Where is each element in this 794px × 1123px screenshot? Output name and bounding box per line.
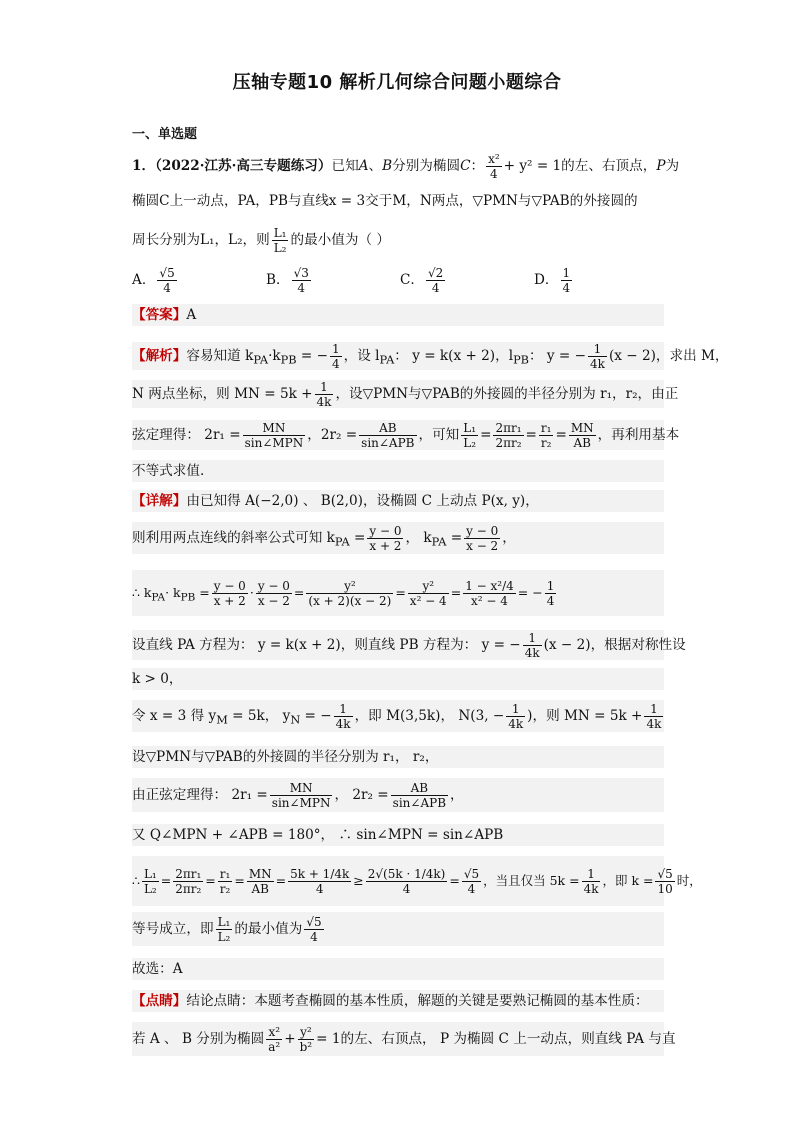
fraction-numerator: y − 0 — [213, 579, 246, 593]
comment-text: 若 A 、 B 分别为椭圆 — [132, 1031, 265, 1047]
detail-text: ，当且仅当 5k = — [483, 873, 580, 888]
question-text: 、 — [368, 158, 383, 174]
detail-line-4 — [132, 630, 686, 660]
fraction-denominator: 4 — [310, 930, 318, 944]
fraction-numerator: L₁ — [273, 226, 287, 240]
fraction-numerator: MN — [270, 781, 333, 796]
question-text: A — [358, 158, 369, 174]
option-d[interactable] — [534, 266, 668, 295]
fraction-denominator: r₂ — [540, 436, 552, 450]
subscript: PA — [151, 591, 166, 604]
analysis-tag: 【解析】 — [132, 348, 187, 364]
analysis-text: ，设▽PMN与▽PAB的外接圆的半径分别为 r₁，r₂，由正 — [335, 386, 679, 402]
fraction-numerator: 1 — [334, 702, 353, 717]
fraction-denominator: 4k — [335, 717, 351, 731]
subscript: PB — [513, 352, 530, 367]
detail-line-11 — [132, 912, 664, 946]
detail-line-6 — [132, 700, 664, 732]
detail-text: · — [249, 585, 254, 600]
fraction-denominator: 4k — [646, 717, 662, 731]
analysis-text: = − — [296, 348, 329, 364]
answer-line — [132, 304, 664, 326]
fraction-numerator: 1 — [315, 380, 334, 395]
option-label: D． — [534, 272, 559, 288]
fraction-numerator: x² — [266, 1025, 282, 1040]
analysis-line-2 — [132, 380, 679, 409]
fraction-denominator: x² − 4 — [409, 594, 447, 608]
fraction-denominator: 4k — [508, 717, 524, 731]
fraction-numerator: 5k + 1/4k — [290, 867, 350, 881]
question-source: （2022·江苏·高三专题练习） — [155, 158, 332, 174]
detail-text: = 5k， y — [227, 708, 291, 724]
comment-text: 结论点睛：本题考查椭圆的基本性质，解题的关键是要熟记椭圆的基本性质： — [186, 993, 649, 1009]
fraction-denominator: 4 — [467, 882, 476, 896]
comment-tag: 【点睛】 — [132, 993, 187, 1009]
detail-text: 则利用两点连线的斜率公式可知 k — [132, 530, 335, 546]
detail-text: ，即 k = — [602, 873, 654, 888]
detail-text: = — [449, 873, 460, 888]
fraction-denominator: sin∠APB — [392, 796, 447, 810]
detail-line-3 — [132, 570, 664, 616]
comment-line-1 — [132, 990, 664, 1012]
comment-text: = 1的左、右顶点， P 为椭圆 C 上一动点，则直线 PA 与直 — [316, 1031, 676, 1047]
fraction-denominator: AB — [573, 436, 591, 450]
fraction-denominator: L₂ — [217, 930, 231, 944]
detail-tag: 【详解】 — [132, 493, 187, 509]
fraction-denominator: L₂ — [273, 241, 287, 255]
analysis-text: ·k — [268, 348, 281, 364]
fraction-numerator: 1 — [506, 702, 525, 717]
question-text: C — [460, 158, 471, 174]
detail-text: = — [205, 873, 216, 888]
fraction-denominator: sin∠MPN — [271, 796, 331, 810]
fraction-denominator: L₂ — [463, 436, 477, 450]
option-a[interactable] — [132, 266, 266, 295]
fraction-denominator: 4 — [490, 167, 498, 181]
detail-text: ∴ — [132, 873, 140, 888]
analysis-line-3 — [132, 420, 680, 450]
fraction-denominator: 4 — [546, 594, 555, 608]
fraction-denominator: L₂ — [143, 882, 157, 896]
fraction-numerator: r₁ — [219, 867, 231, 881]
detail-text: ， — [450, 787, 464, 803]
question-line-1 — [132, 152, 680, 181]
detail-text: = − — [300, 708, 332, 724]
analysis-text: ，2r₂ = — [307, 427, 358, 443]
fraction-numerator: 1 − x²/4 — [465, 579, 514, 593]
fraction-numerator: L₁ — [143, 867, 157, 881]
fraction-numerator: √5 — [657, 867, 673, 881]
fraction-denominator: x + 2 — [369, 539, 402, 553]
detail-text: = — [446, 530, 463, 546]
analysis-text: = — [555, 427, 567, 443]
fraction-denominator: x² − 4 — [471, 594, 508, 608]
fraction-numerator: MN — [570, 421, 594, 435]
detail-text: ， 2r₂ = — [334, 787, 389, 803]
fraction-denominator: 4k — [524, 646, 540, 660]
fraction-denominator: 4 — [431, 281, 440, 295]
fraction-numerator: 1 — [582, 867, 601, 882]
analysis-text: = — [480, 427, 492, 443]
question-text: 分别为椭圆 — [392, 158, 461, 174]
fraction-numerator: MN — [248, 867, 272, 881]
subscript: PB — [180, 591, 196, 604]
detail-line-7: 设▽PMN与▽PAB的外接圆的半径分别为 r₁， r₂， — [132, 746, 664, 768]
fraction-denominator: 4 — [163, 281, 171, 295]
detail-text: 令 x = 3 得 y — [132, 708, 217, 724]
subscript: PA — [431, 534, 447, 549]
fraction-numerator: x² — [488, 152, 500, 166]
subscript: PA — [379, 352, 395, 367]
question-text: 已知 — [331, 158, 359, 174]
fraction-denominator: 2πr₂ — [495, 436, 522, 450]
detail-text: 由已知得 A(−2,0) 、 B(2,0)，设椭圆 C 上动点 P(x, y)， — [186, 493, 539, 509]
detail-text: 由正弦定理得： 2r₁ = — [132, 787, 268, 803]
answer-tag: 【答案】 — [132, 307, 187, 323]
fraction-numerator: 2πr₁ — [495, 421, 522, 435]
fraction-denominator: x − 2 — [257, 594, 290, 608]
fraction-numerator: 1 — [562, 266, 571, 280]
detail-line-12: 故选：A — [132, 958, 664, 980]
option-label: C． — [400, 272, 424, 288]
detail-text: 设直线 PA 方程为： y = k(x + 2)，则直线 PB 方程为： y = − — [132, 637, 521, 653]
fraction-denominator: sin∠MPN — [244, 436, 304, 450]
fraction-numerator: L₁ — [217, 915, 231, 929]
fraction-denominator: b² — [299, 1040, 313, 1054]
fraction-denominator: AB — [251, 882, 269, 896]
detail-line-10 — [132, 856, 702, 906]
detail-text: = — [160, 873, 172, 888]
fraction-denominator: 4 — [297, 281, 306, 295]
detail-line-5: k > 0， — [132, 668, 664, 690]
fraction-denominator: 4k — [590, 357, 605, 371]
fraction-numerator: r₁ — [540, 421, 552, 435]
detail-text: 等号成立，即 — [132, 921, 214, 937]
option-b[interactable] — [266, 266, 400, 295]
fraction-denominator: 10 — [657, 882, 673, 896]
subscript: PB — [280, 352, 297, 367]
detail-text: = — [395, 585, 406, 600]
detail-text: ，即 M(3,5k)， N(3, − — [354, 708, 505, 724]
comment-text: + — [284, 1031, 296, 1047]
fraction-numerator: 1 — [523, 631, 542, 646]
fraction-numerator: √5 — [463, 867, 480, 881]
detail-text: ， — [502, 530, 516, 546]
detail-text: (x − 2)，根据对称性设 — [543, 637, 686, 653]
fraction-numerator: 1 — [644, 702, 663, 717]
fraction-numerator: y² — [298, 1025, 315, 1040]
option-label: A． — [132, 272, 156, 288]
detail-text: = — [234, 873, 245, 888]
analysis-text: ： y = − — [529, 348, 587, 364]
fraction-numerator: y − 0 — [257, 579, 290, 593]
subscript: N — [290, 712, 301, 727]
analysis-text: ，再利用基本 — [597, 427, 680, 443]
fraction-numerator: 1 — [546, 579, 555, 593]
option-label: B． — [266, 272, 290, 288]
subscript: M — [216, 712, 228, 727]
fraction-numerator: y² — [306, 579, 393, 594]
fraction-numerator: y² — [408, 579, 449, 594]
options-row — [132, 266, 664, 295]
detail-text: )，则 MN = 5k + — [527, 708, 643, 724]
question-text: ： — [470, 158, 485, 174]
option-c[interactable] — [400, 266, 534, 295]
question-line-3 — [132, 226, 664, 255]
fraction-denominator: 4 — [315, 882, 324, 896]
analysis-text: ： y = k(x + 2)，l — [394, 348, 514, 364]
question-text: 为 — [665, 158, 680, 174]
detail-text: = — [349, 530, 366, 546]
fraction-denominator: r₂ — [219, 882, 231, 896]
ratio-fraction — [272, 226, 289, 255]
question-line-2: 椭圆C上一动点，PA，PB与直线x = 3交于M，N两点，▽PMN与▽PAB的外接圆的 — [132, 193, 638, 209]
analysis-text: N 两点坐标，则 MN = 5k + — [132, 386, 313, 402]
detail-text: ≥ — [353, 873, 364, 888]
detail-text: · k — [165, 585, 181, 600]
fraction-numerator: y − 0 — [369, 524, 402, 538]
analysis-text: ，可知 — [418, 427, 460, 443]
fraction-numerator: √3 — [293, 266, 309, 280]
fraction-numerator: 2πr₁ — [175, 867, 202, 881]
detail-text: 的最小值为 — [234, 921, 303, 937]
comment-line-2 — [132, 1022, 676, 1056]
detail-line-8 — [132, 778, 664, 812]
question-text: 的最小值为（ ） — [290, 232, 390, 248]
subscript: PA — [334, 534, 350, 549]
detail-text: 时， — [676, 873, 702, 888]
fraction-denominator: x + 2 — [213, 594, 246, 608]
analysis-text: ，设 l — [343, 348, 380, 364]
fraction-denominator: x − 2 — [466, 539, 499, 553]
question-text: P — [656, 158, 666, 174]
fraction-numerator: 1 — [588, 342, 607, 357]
fraction-numerator: L₁ — [463, 421, 477, 435]
fraction-numerator: MN — [243, 421, 306, 436]
fraction-numerator: √2 — [428, 266, 444, 280]
question-text: B — [382, 158, 393, 174]
detail-text: = − — [517, 585, 543, 600]
fraction-denominator: 4k — [316, 395, 332, 409]
detail-line-9: 又 Q∠MPN + ∠APB = 180°， ∴ sin∠MPN = sin∠APB — [132, 824, 664, 846]
analysis-text: 容易知道 k — [186, 348, 254, 364]
fraction-denominator: 4 — [402, 882, 411, 896]
question-text: + y² = 1的左、右顶点， — [503, 158, 657, 174]
detail-text: ∴ k — [132, 585, 152, 600]
fraction-numerator: √5 — [159, 266, 175, 280]
detail-line-1 — [132, 490, 664, 512]
fraction-numerator: AB — [391, 781, 448, 796]
fraction-numerator: 1 — [332, 342, 340, 356]
section-heading: 一、单选题 — [132, 127, 198, 142]
detail-text: = — [450, 585, 462, 600]
question-text: 周长分别为L₁，L₂，则 — [132, 232, 270, 248]
fraction-denominator: a² — [268, 1040, 281, 1054]
subscript: PA — [253, 352, 269, 367]
fraction-numerator: 2√(5k · 1/4k) — [367, 867, 446, 881]
analysis-text: (x − 2)，求出 M， — [608, 348, 729, 364]
fraction-numerator: y − 0 — [466, 524, 499, 538]
fraction-denominator: 4k — [583, 882, 599, 896]
analysis-line-1 — [132, 342, 729, 371]
analysis-line-4: 不等式求值. — [132, 460, 664, 482]
fraction-denominator: sin∠APB — [361, 436, 415, 450]
detail-text: ， k — [405, 530, 432, 546]
fraction-denominator: 4 — [562, 281, 571, 295]
answer-value: A — [186, 307, 197, 323]
page-title: 压轴专题10 解析几何综合问题小题综合 — [232, 72, 562, 93]
ellipse-fraction — [486, 152, 502, 181]
detail-text: = — [293, 585, 305, 600]
analysis-text: = — [525, 427, 537, 443]
detail-text: = — [195, 585, 210, 600]
fraction-denominator: 4 — [332, 357, 340, 371]
analysis-text: 弦定理得： 2r₁ = — [132, 427, 241, 443]
detail-line-2 — [132, 522, 664, 554]
question-number: 1． — [132, 158, 156, 174]
fraction-denominator: (x + 2)(x − 2) — [308, 594, 392, 608]
fraction-denominator: 2πr₂ — [175, 882, 202, 896]
fraction-numerator: AB — [359, 421, 416, 436]
fraction-numerator: √5 — [306, 915, 322, 929]
detail-text: = — [275, 873, 287, 888]
